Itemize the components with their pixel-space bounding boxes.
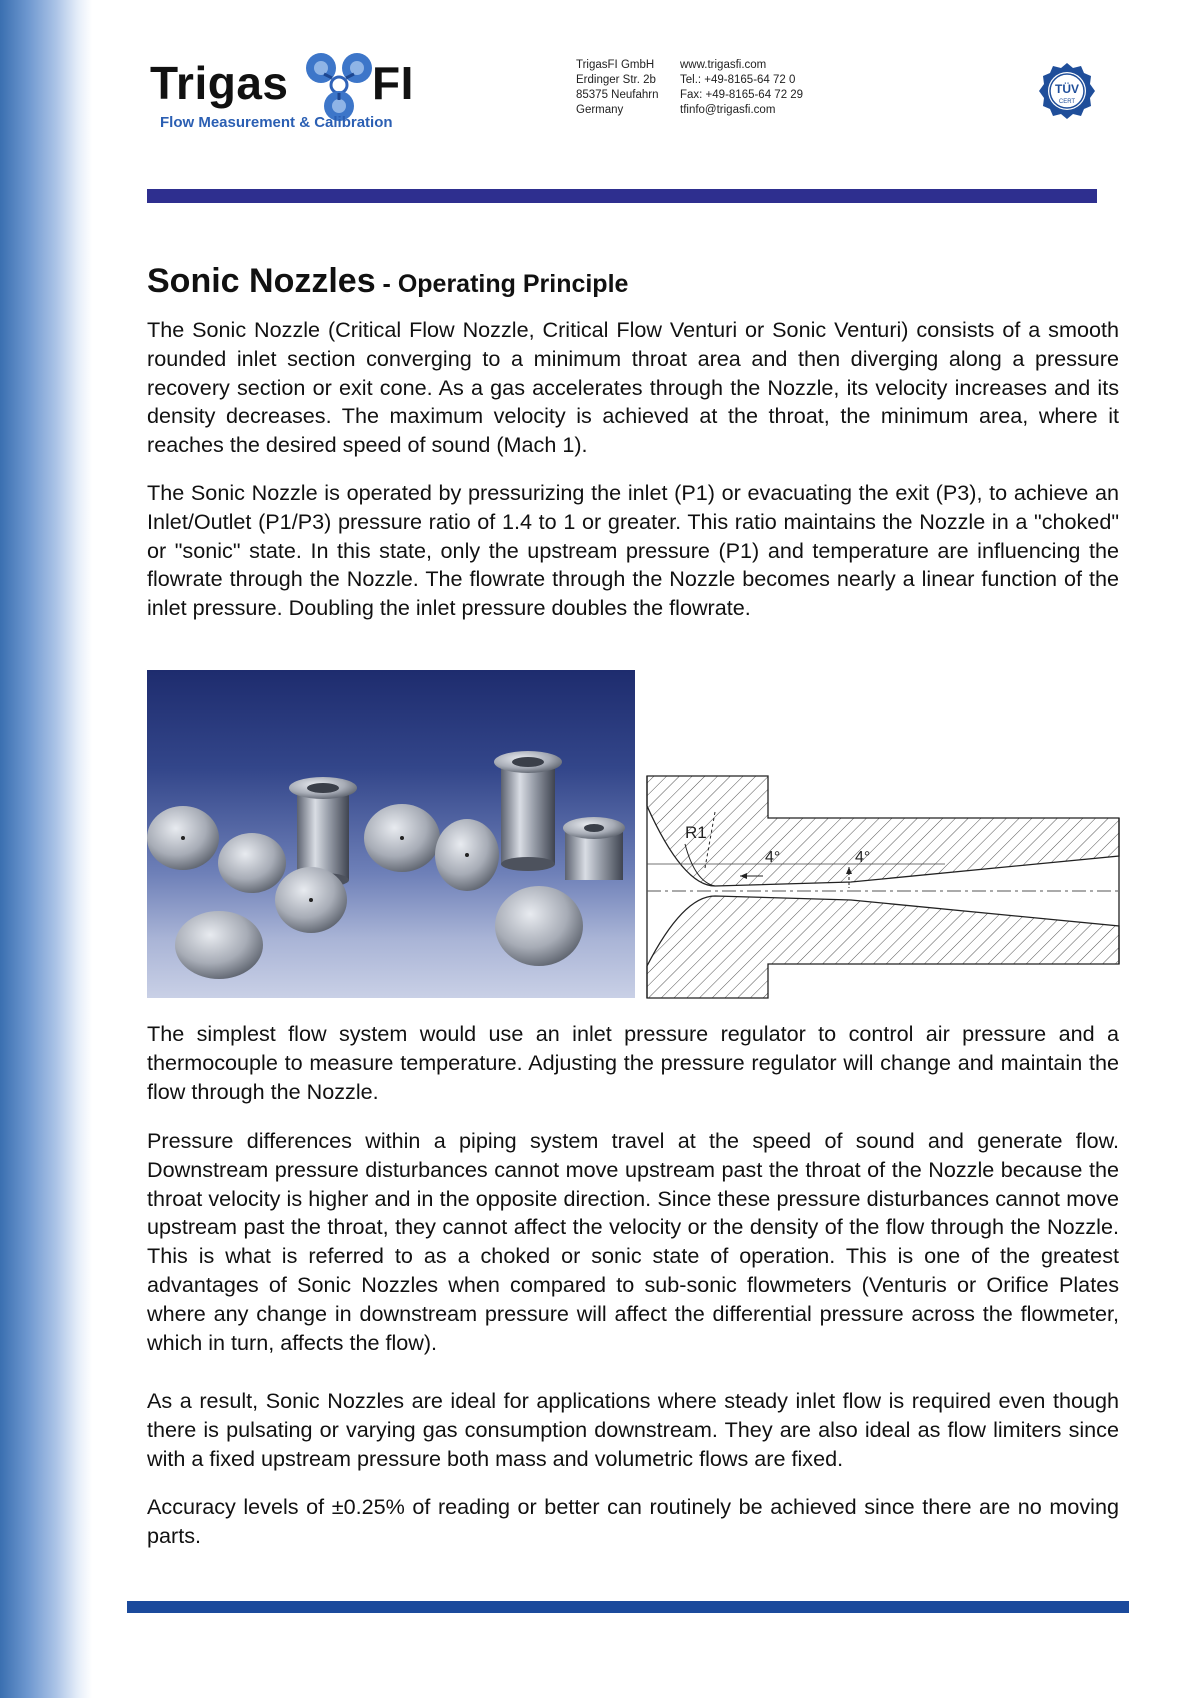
company-logo — [150, 48, 440, 138]
email-link[interactable]: tfinfo@trigasfi.com — [680, 104, 776, 116]
nozzle-cross-section-diagram — [645, 772, 1120, 1000]
page-title — [147, 262, 628, 301]
tuv-certification-badge-icon — [1038, 62, 1096, 120]
phone-number: Tel.: +49-8165-64 72 0 — [680, 74, 796, 86]
header-divider — [147, 189, 1097, 203]
sonic-nozzles-photo — [147, 670, 635, 998]
badge-bottom-text: CERT — [1058, 99, 1076, 105]
paragraph-intro: The Sonic Nozzle (Critical Flow Nozzle, Critical Flow Venturi or Sonic Venturi) consists of a smooth rounded inlet section converging to a minimum throat area and then diverging along a pressure recovery section or exit cone. As a gas accelerates through the Nozzle, its velocity increases and its density decreases. The maximum velocity is achieved at the throat, the minimum area, where it reaches the desired speed of sound (Mach 1). — [147, 317, 1119, 458]
page-title-main: Sonic Nozzles — [147, 262, 376, 300]
website-link[interactable]: www.trigasfi.com — [680, 59, 767, 71]
badge-top-text: TÜV — [1055, 82, 1079, 96]
paragraph-operation: The Sonic Nozzle is operated by pressurizing the inlet (P1) or evacuating the exit (P3), to achieve an Inlet/Outlet (P1/P3) pressure ratio of 1.4 to 1 or greater. This ratio maintains the Nozzle in a "choked" or "sonic" state. In this state, only the upstream pressure (P1) and temperature are influencing the flowrate through the Nozzle. The flowrate through the Nozzle becomes nearly a linear function of the inlet pressure. Doubling the inlet pressure doubles the flowrate. — [147, 480, 1119, 621]
logo-brand-left: Trigas — [150, 57, 289, 109]
footer-divider — [127, 1601, 1129, 1613]
address-line: Erdinger Str. 2b — [576, 74, 656, 86]
address-line: 85375 Neufahrn — [576, 89, 659, 101]
logo-brand-right: FI — [372, 57, 414, 109]
paragraph-applications: As a result, Sonic Nozzles are ideal for applications where steady inlet flow is required even though there is pulsating or varying gas consumption downstream. They are also ideal as flow limiters since with a fixed upstream pressure both mass and volumetric flows are fixed. — [147, 1388, 1119, 1471]
nozzle-diagram-svg — [645, 772, 1120, 1000]
angle-label-converging: 4° — [765, 849, 781, 866]
page-title-sub: - Operating Principle — [375, 270, 629, 298]
logo-tagline: Flow Measurement & Calibration — [160, 114, 393, 131]
paragraph-simple-system: The simplest flow system would use an inlet pressure regulator to control air pressure and a thermocouple to measure temperature. Adjusting the pressure regulator will change and maintain the flow through the Nozzle. — [147, 1021, 1119, 1104]
radius-label: R1 — [685, 823, 707, 842]
fax-number: Fax: +49-8165-64 72 29 — [680, 89, 804, 101]
angle-label-diverging: 4° — [855, 849, 871, 866]
paragraph-accuracy: Accuracy levels of ±0.25% of reading or better can routinely be achieved since there are no moving parts. — [147, 1494, 1119, 1548]
address-line: Germany — [576, 104, 624, 116]
paragraph-pressure-differences: Pressure differences within a piping system travel at the speed of sound and generate flow. Downstream pressure disturbances cannot move upstream past the throat of the Nozzle because the throat velocity is higher and in the opposite direction. Since these pressure disturbances cannot move upstream past the throat, they cannot affect the velocity or the density of the flow through the Nozzle. This is what is referred to as a choked or sonic state of operation. This is one of the greatest advantages of Sonic Nozzles when compared to sub-sonic flowmeters (Venturis or Orifice Plates where any change in downstream pressure will affect the differential pressure across the flowmeter, which in turn, affects the flow). — [147, 1128, 1119, 1355]
address-column — [576, 58, 658, 118]
address-line: TrigasFI GmbH — [576, 59, 655, 71]
contact-column — [680, 58, 803, 118]
propeller-logo-icon — [302, 48, 376, 122]
nozzles-photo-illustration — [147, 670, 635, 998]
side-gradient-band — [0, 0, 92, 1698]
